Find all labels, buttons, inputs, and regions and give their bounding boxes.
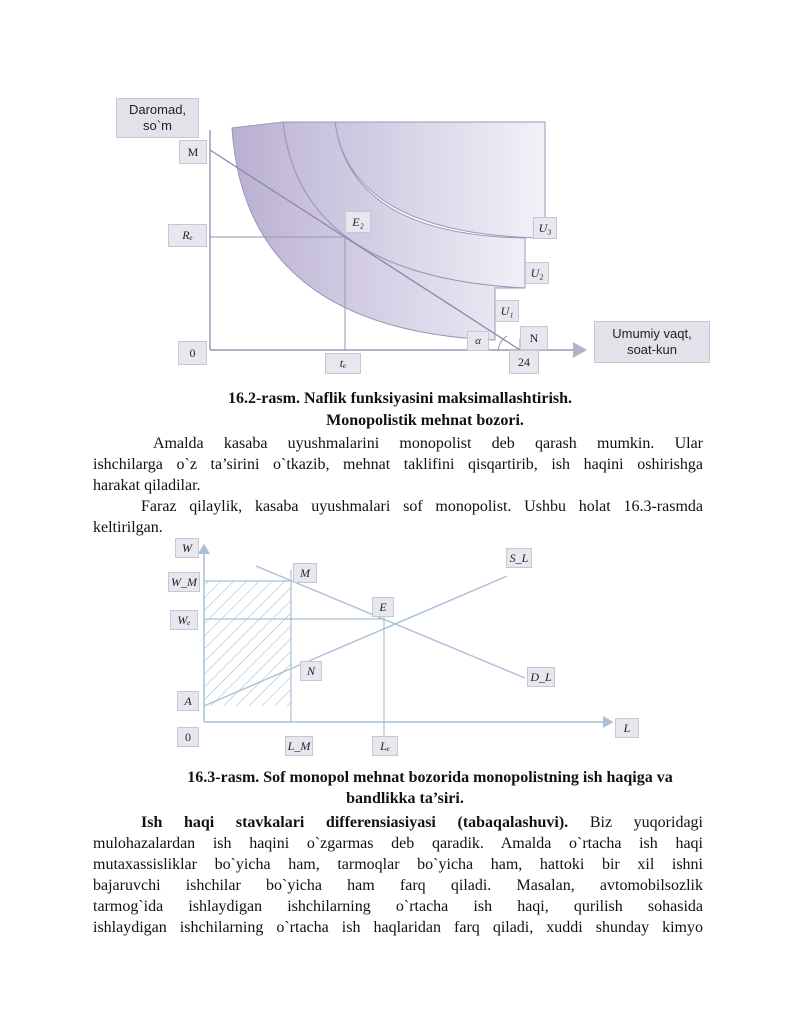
fig2-label-we: Wₑ: [170, 610, 198, 630]
paragraph3-line2: mulohazalardan ish haqini o`zgarmas deb qaradik. Amalda o`rtacha ish haqi: [93, 835, 703, 852]
label-alpha: α: [467, 331, 489, 351]
paragraph3-line1-rest: Biz yuqoridagi: [589, 814, 703, 831]
paragraph1-line2: ishchilarga o`z ta’sirini o`tkazib, mehnat taklifini qisqartirib, ish haqini oshirishga: [93, 456, 703, 473]
fig2-label-w: W: [175, 538, 199, 558]
label-n: N: [520, 326, 548, 350]
fig2-label-dl: D_L: [527, 667, 555, 687]
paragraph3-line1: [141, 812, 703, 833]
fig2-label-origin: 0: [177, 727, 199, 747]
fig2-label-sl: S_L: [506, 548, 532, 568]
label-e2: E₂: [345, 211, 371, 233]
paragraph3-line3: mutaxassisliklar bo`yicha ham, tarmoqlar bo`yicha ham, hattoki bir xil ishni: [93, 856, 703, 873]
paragraph1-line1: Amalda kasaba uyushmalarini monopolist deb qarash mumkin. Ular: [153, 435, 703, 452]
paragraph3-line4: bajaruvchi ishchilar bo`yicha ham farq qiladi. Masalan, avtomobilsozlik: [93, 877, 703, 894]
paragraph3-line5: tarmog`ida ishlaydigan ishchilarning o`rtacha ish haqi, qurilish sohasida: [93, 898, 703, 915]
label-te: tₑ: [325, 353, 361, 374]
fig2-label-a: A: [177, 691, 199, 711]
fig2-label-m: M: [293, 563, 317, 583]
paragraph3-heading: Ish haqi stavkalari differensiasiyasi (tabaqalashuvi).: [141, 814, 569, 831]
fig2-label-le: Lₑ: [372, 736, 398, 756]
label-m: M: [179, 140, 207, 164]
fig2-label-wm: W_M: [168, 572, 200, 592]
fig2-label-e: E: [372, 597, 394, 617]
figure2-caption-line2: bandlikka ta’siri.: [346, 790, 464, 807]
paragraph2-line1: Faraz qilaylik, kasaba uyushmalari sof monopolist. Ushbu holat 16.3-rasmda: [141, 498, 703, 515]
paragraph2-line2: keltirilgan.: [93, 519, 163, 536]
label-u3: U₃: [533, 217, 557, 239]
fig2-label-l: L: [615, 718, 639, 738]
paragraph1-line3: harakat qiladilar.: [93, 477, 201, 494]
label-24: 24: [509, 350, 539, 374]
label-origin-1: 0: [178, 341, 207, 365]
x-axis-label-time: Umumiy vaqt, soat-kun: [594, 321, 710, 363]
label-re: Rₑ: [168, 224, 207, 247]
figure1-caption-line1: 16.2-rasm. Naflik funksiyasini maksimallashtirish.: [227, 390, 573, 407]
fig2-label-n: N: [300, 661, 322, 681]
figure1-caption-line2: Monopolistik mehnat bozori.: [326, 412, 524, 429]
label-u2: U₂: [525, 262, 549, 284]
paragraph3-line6: ishlaydigan ishchilarning o`rtacha ish haqlaridan farq qiladi, xuddi shunday kimyo: [93, 919, 703, 936]
label-u1: U₁: [495, 300, 519, 322]
y-axis-label-income: Daromad, so`m: [116, 98, 199, 138]
fig2-label-lm: L_M: [285, 736, 313, 756]
figure2-caption-line1: 16.3-rasm. Sof monopol mehnat bozorida monopolistning ish haqiga va: [187, 769, 673, 786]
